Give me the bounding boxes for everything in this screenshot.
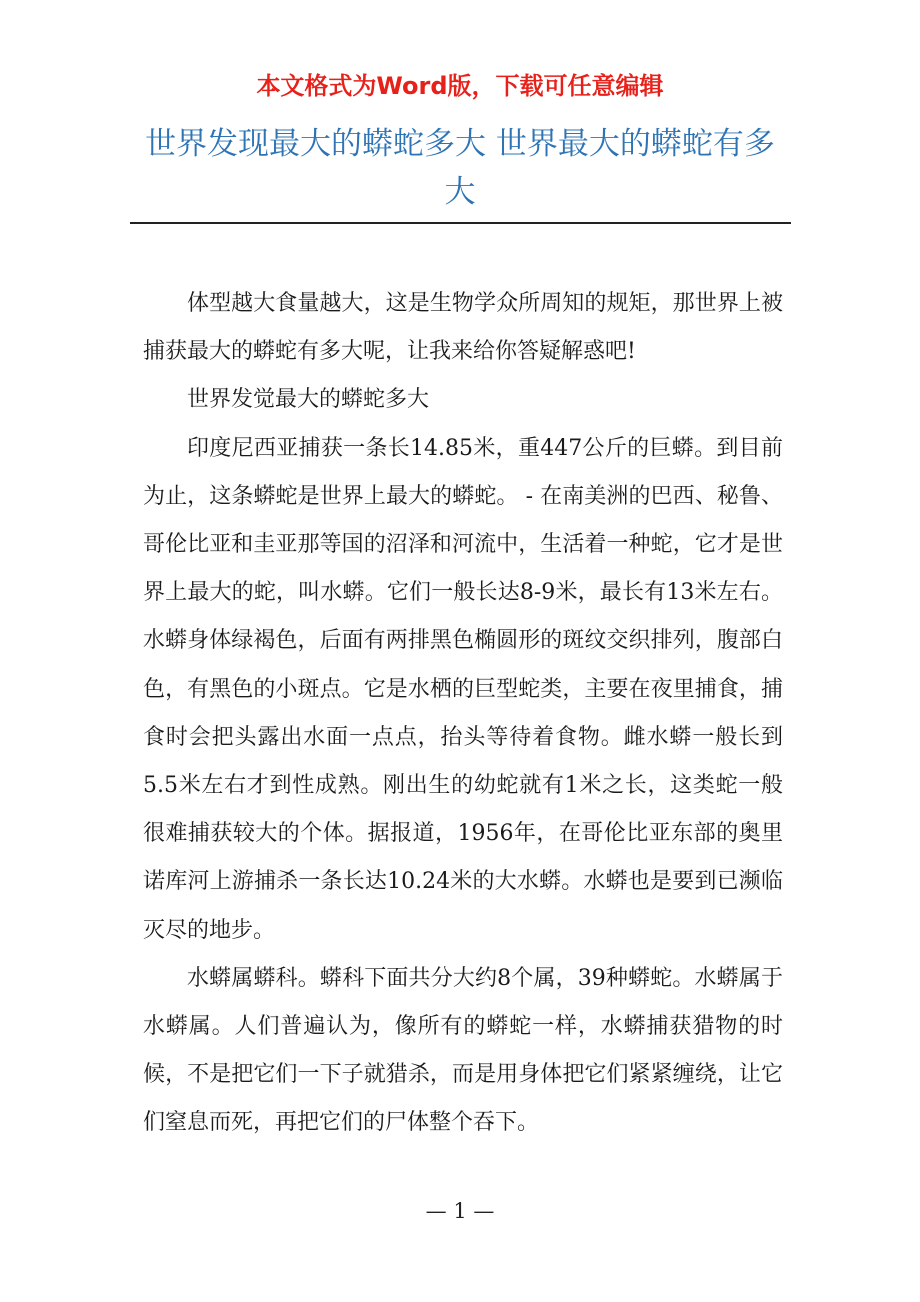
section-heading: 世界发觉最大的蟒蛇多大 (187, 387, 430, 413)
body-paragraph: 印度尼西亚捕获一条长14.85米，重447公斤的巨蟒。到目前为止，这条蟒蛇是世界上最大的蟒蛇。 - 在南美洲的巴西、秘鲁、哥伦比亚和圭亚那等国的沼泽和河流中，生活着一种蛇，它才是世界上最大的蛇，叫水蟒。它们一般长达8-9米，最长有13米左右。 水蟒身体绿褐色，后面有两排黑色椭圆形的斑纹交织排列，腹部白色，有黑色的小斑点。它是水栖的巨型蛇类，主要在夜里捕食，捕食时会把头露出水面一点点，抬头等待着食物。雌水蟒一般长到5.5米左右才到性成熟。刚出生的幼蛇就有1米之长，这类蛇一般很难捕获较大的个体。据报道，1956年，在哥伦比亚东部的奥里诺库河上游捕杀一条长达10.24米的大水蟒。水蟒也是要到已濒临灭尽的地步。 (143, 435, 783, 943)
format-notice: 本文格式为Word版，下载可任意编辑 (256, 72, 664, 100)
document-title: 世界发现最大的蟒蛇多大 世界最大的蟒蛇有多大 (145, 126, 775, 210)
page-number: — 1 — (425, 1199, 495, 1223)
document-body (143, 280, 783, 1148)
title-divider (130, 222, 791, 224)
body-paragraph: 水蟒属蟒科。蟒科下面共分大约8个属，39种蟒蛇。水蟒属于水蟒属。人们普遍认为，像所有的蟒蛇一样，水蟒捕获猎物的时候，不是把它们一下子就猎杀，而是用身体把它们紧紧缠绕，让它们窒息而死，再把它们的尸体整个吞下。 (143, 965, 783, 1136)
intro-paragraph: 体型越大食量越大，这是生物学众所周知的规矩，那世界上被捕获最大的蟒蛇有多大呢，让我来给你答疑解惑吧! (143, 291, 783, 365)
